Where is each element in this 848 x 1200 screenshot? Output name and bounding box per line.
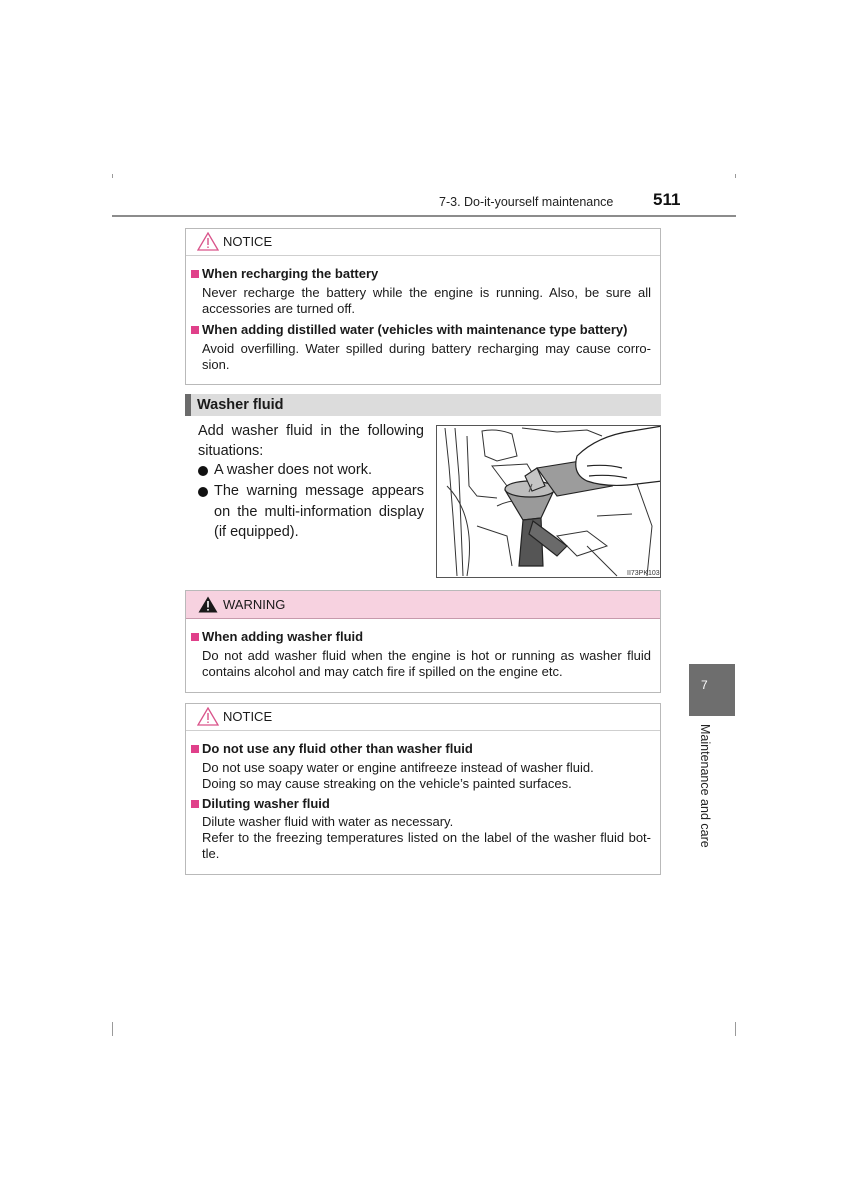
notice-item-line: Dilute washer fluid with water as necessary. xyxy=(202,814,454,829)
notice-item-body xyxy=(202,814,651,862)
notice-header xyxy=(186,704,660,731)
bullet-square-icon xyxy=(191,270,199,278)
chapter-number: 7 xyxy=(701,678,708,692)
bullet-square-icon xyxy=(191,633,199,641)
notice-item-line: Refer to the freezing temperatures listed on the label of the washer fluid bot-tle. xyxy=(202,830,651,861)
notice-title: NOTICE xyxy=(223,709,273,724)
notice-item-line: Doing so may cause streaking on the vehicle’s painted surfaces. xyxy=(202,776,572,791)
notice-header xyxy=(186,229,660,256)
bullet-square-icon xyxy=(191,800,199,808)
engine-bay-drawing xyxy=(437,426,661,578)
crop-mark xyxy=(735,1022,736,1036)
notice-item-body xyxy=(202,760,651,792)
chapter-label: Maintenance and care xyxy=(698,724,712,848)
crop-mark xyxy=(735,174,736,178)
bullet-text: A washer does not work. xyxy=(214,462,372,478)
header-divider xyxy=(112,215,736,217)
notice-item xyxy=(186,796,651,862)
warning-triangle-icon xyxy=(198,596,218,613)
chapter-tab xyxy=(689,664,735,716)
caution-triangle-icon xyxy=(197,707,219,726)
crop-mark xyxy=(112,174,113,178)
notice-box-washer xyxy=(185,703,661,875)
notice-item xyxy=(186,322,651,373)
crop-mark xyxy=(112,1022,113,1036)
bullet-dot-icon xyxy=(198,487,208,497)
section-heading: Washer fluid xyxy=(197,397,284,413)
notice-item-line: Do not use soapy water or engine antifreeze instead of washer fluid. xyxy=(202,760,594,775)
bullet-text: The warning message appears on the multi-information display (if equipped). xyxy=(214,483,424,540)
notice-item-title: When adding distilled water (vehicles with maintenance type battery) xyxy=(202,322,628,337)
warning-item-body: Do not add washer fluid when the engine is hot or running as washer fluid contains alcohol and may catch fire if spilled on the engine etc. xyxy=(202,648,651,679)
notice-item xyxy=(186,266,651,317)
figure-id: II73PK103 xyxy=(627,570,660,577)
warning-title: WARNING xyxy=(223,597,286,612)
washer-fluid-illustration xyxy=(436,425,661,578)
notice-item-title: Do not use any fluid other than washer fluid xyxy=(202,741,473,756)
page-number: 511 xyxy=(653,190,681,209)
caution-triangle-icon xyxy=(197,232,219,251)
bullet-square-icon xyxy=(191,745,199,753)
notice-box-battery xyxy=(185,228,661,385)
notice-item-title: Diluting washer fluid xyxy=(202,796,330,811)
intro-text: Add washer fluid in the following situations: xyxy=(198,423,424,459)
warning-item-title: When adding washer fluid xyxy=(202,629,364,644)
bullet-square-icon xyxy=(191,326,199,334)
notice-item-title: When recharging the battery xyxy=(202,266,379,281)
notice-item-body: Never recharge the battery while the engine is running. Also, be sure all accessories are turned off. xyxy=(202,285,651,316)
bullet-item xyxy=(198,460,424,481)
warning-header xyxy=(186,591,660,619)
warning-item xyxy=(186,629,651,680)
section-heading-bar xyxy=(185,394,661,416)
notice-item xyxy=(186,741,651,792)
bullet-item xyxy=(198,481,424,543)
bullet-dot-icon xyxy=(198,466,208,476)
notice-title: NOTICE xyxy=(223,234,273,249)
warning-box xyxy=(185,590,661,693)
section-title: 7-3. Do-it-yourself maintenance xyxy=(439,195,614,209)
notice-item-body: Avoid overfilling. Water spilled during battery recharging may cause corro-sion. xyxy=(202,341,651,372)
